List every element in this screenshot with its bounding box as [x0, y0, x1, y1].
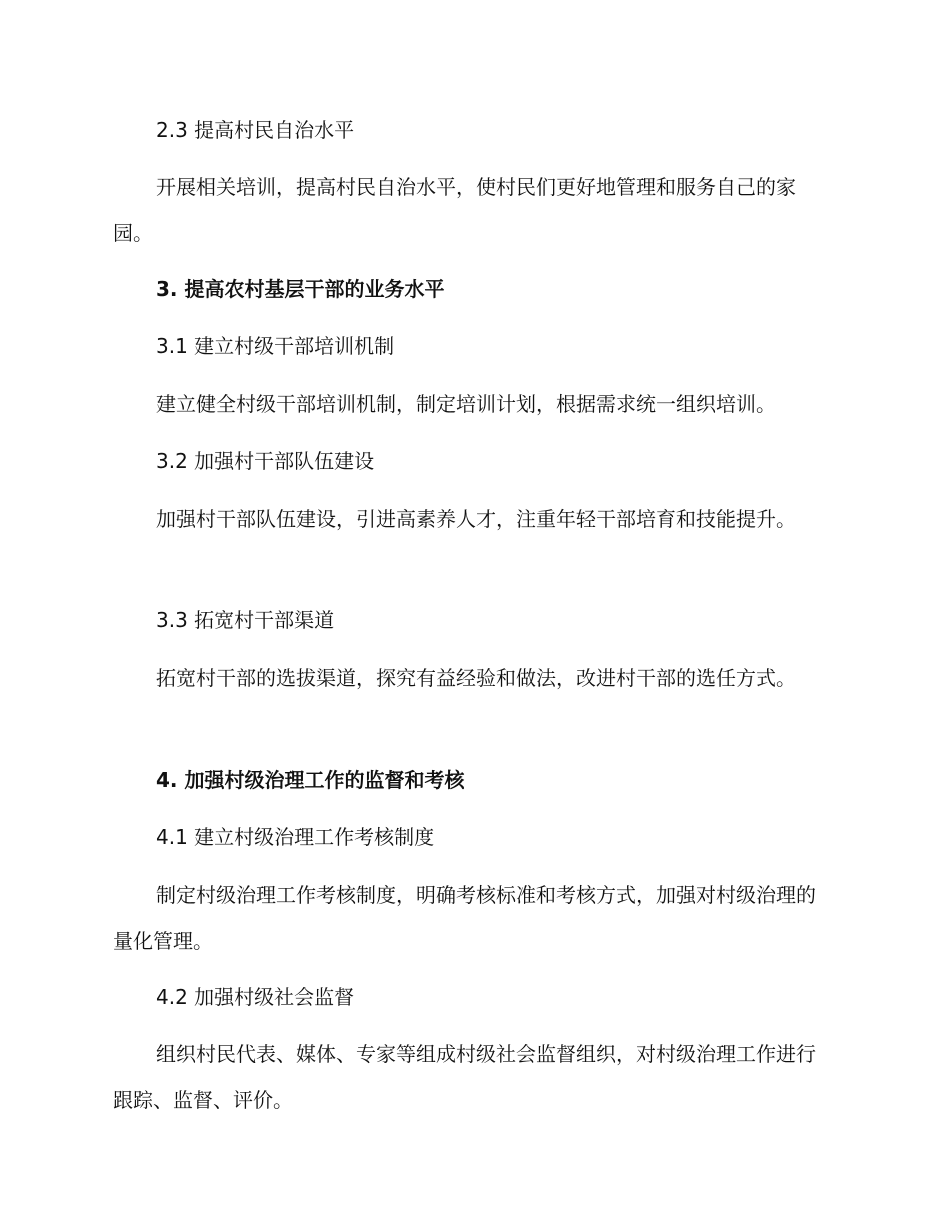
subheading-3-2: 3.2 加强村干部队伍建设: [156, 449, 375, 473]
paragraph-2-3: 开展相关培训，提高村民自治水平，使村民们更好地管理和服务自己的家园。: [113, 175, 796, 245]
subheading-3-1: 3.1 建立村级干部培训机制: [156, 334, 395, 358]
paragraph-3-1: 建立健全村级干部培训机制，制定培训计划，根据需求统一组织培训。: [156, 392, 776, 416]
paragraph-3-3: 拓宽村干部的选拔渠道，探究有益经验和做法，改进村干部的选任方式。: [156, 666, 796, 690]
subheading-2-3: 2.3 提高村民自治水平: [156, 118, 355, 142]
subheading-4-1: 4.1 建立村级治理工作考核制度: [156, 825, 435, 849]
heading-3: 3. 提高农村基层干部的业务水平: [156, 277, 445, 301]
paragraph-3-2: 加强村干部队伍建设，引进高素养人才，注重年轻干部培育和技能提升。: [156, 507, 796, 531]
subheading-4-2: 4.2 加强村级社会监督: [156, 985, 355, 1009]
subheading-3-3: 3.3 拓宽村干部渠道: [156, 608, 335, 632]
heading-4: 4. 加强村级治理工作的监督和考核: [156, 768, 465, 792]
paragraph-4-1: 制定村级治理工作考核制度，明确考核标准和考核方式，加强对村级治理的量化管理。: [113, 883, 816, 953]
paragraph-4-2: 组织村民代表、媒体、专家等组成村级社会监督组织，对村级治理工作进行跟踪、监督、评价。: [113, 1042, 816, 1112]
